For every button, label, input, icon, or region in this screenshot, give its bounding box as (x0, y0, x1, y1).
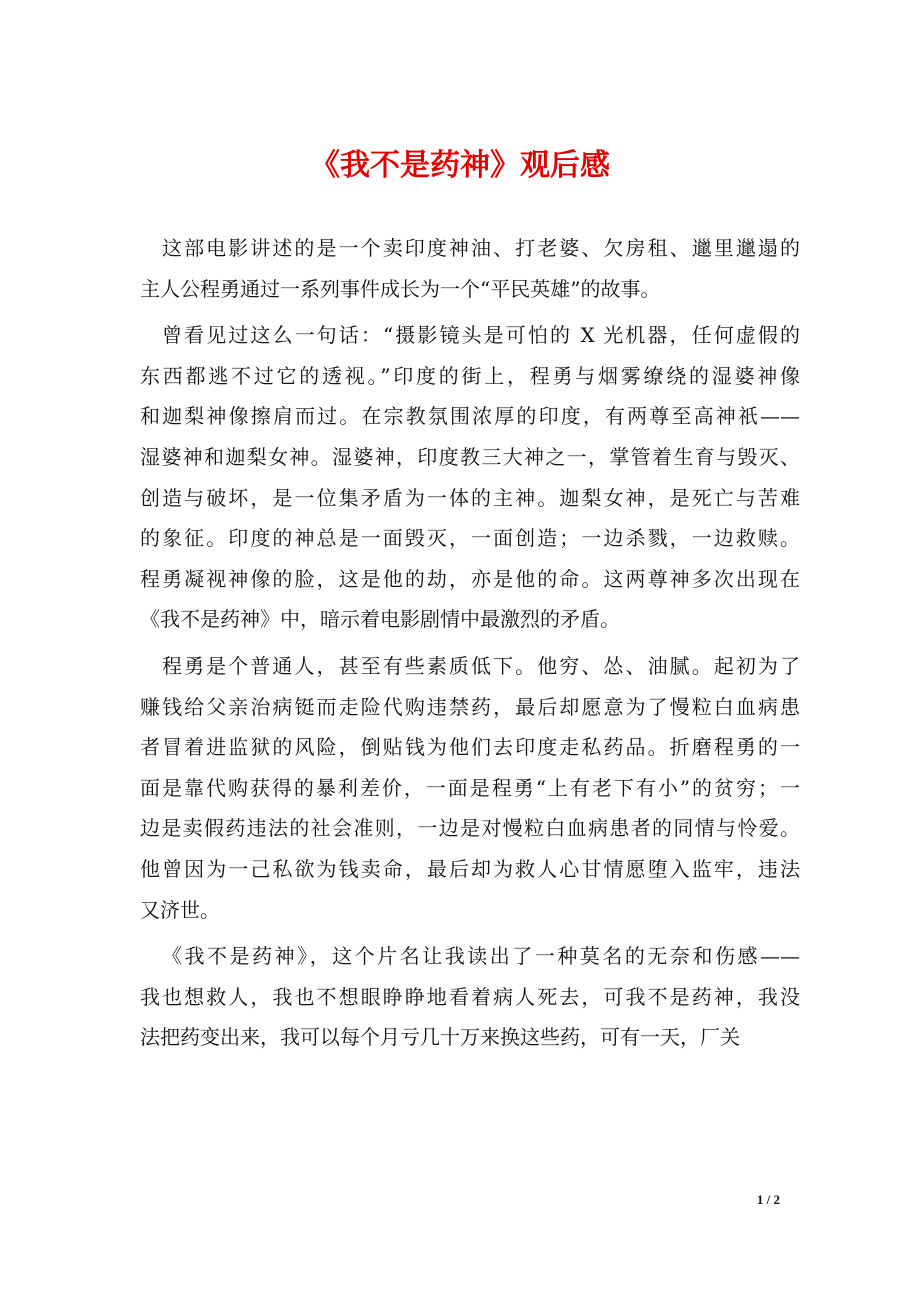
paragraph-line: 边是卖假药违法的社会准则，一边是对慢粒白血病患者的同情与怜爱。 (140, 816, 800, 841)
paragraph-line: 曾看见过这么一句话：“摄影镜头是可怕的 X 光机器，任何虚假的 (162, 323, 800, 348)
paragraph-line: 面是靠代购获得的暴利差价，一面是程勇“上有老下有小”的贫穷；一 (140, 775, 800, 800)
paragraph-line: 程勇凝视神像的脸，这是他的劫，亦是他的命。这两尊神多次出现在 (140, 566, 800, 591)
document-title: 《我不是药神》观后感 (310, 148, 610, 183)
paragraph-line: 《我不是药神》，这个片名让我读出了一种莫名的无奈和伤感—— (162, 944, 800, 969)
paragraph (140, 936, 800, 1058)
paragraph-line: 者冒着进监狱的风险，倒贴钱为他们去印度走私药品。折磨程勇的一 (140, 735, 800, 760)
paragraph-line: 湿婆神和迦梨女神。湿婆神，印度教三大神之一，掌管着生育与毁灭、 (140, 444, 800, 469)
paragraph (140, 646, 800, 930)
page-number: 1 / 2 (756, 1192, 780, 1207)
paragraph-line: 的象征。印度的神总是一面毁灭，一面创造；一边杀戮，一边救赎。 (140, 526, 800, 551)
paragraph-line: 他曾因为一己私欲为钱卖命，最后却为救人心甘情愿堕入监牢，违法 (140, 856, 800, 881)
paragraph-line: 创造与破坏，是一位集矛盾为一体的主神。迦梨女神，是死亡与苦难 (140, 485, 800, 510)
paragraph-line: 程勇是个普通人，甚至有些素质低下。他穷、怂、油腻。起初为了 (162, 653, 800, 678)
paragraph-line: 又济世。 (140, 897, 220, 922)
paragraph-line: 主人公程勇通过一系列事件成长为一个“平民英雄”的故事。 (140, 276, 661, 301)
paragraph-line: 赚钱给父亲治病铤而走险代购违禁药，最后却愿意为了慢粒白血病患 (140, 694, 800, 719)
paragraph-line: 我也想救人，我也不想眼睁睁地看着病人死去，可我不是药神，我没 (140, 984, 800, 1009)
paragraph-line: 这部电影讲述的是一个卖印度神油、打老婆、欠房租、邋里邋遢的 (162, 236, 800, 260)
paragraph-line: 法把药变出来，我可以每个月亏几十万来换这些药，可有一天，厂关 (140, 1025, 740, 1050)
paragraph-line: 《我不是药神》中，暗示着电影剧情中最激烈的矛盾。 (140, 607, 620, 632)
paragraph-line: 和迦梨神像擦肩而过。在宗教氛围浓厚的印度，有两尊至高神祇—— (140, 404, 800, 429)
document-body (140, 228, 800, 1064)
paragraph (140, 315, 800, 640)
paragraph-line: 东西都逃不过它的透视。”印度的街上，程勇与烟雾缭绕的湿婆神像 (140, 363, 800, 388)
paragraph (140, 228, 800, 309)
